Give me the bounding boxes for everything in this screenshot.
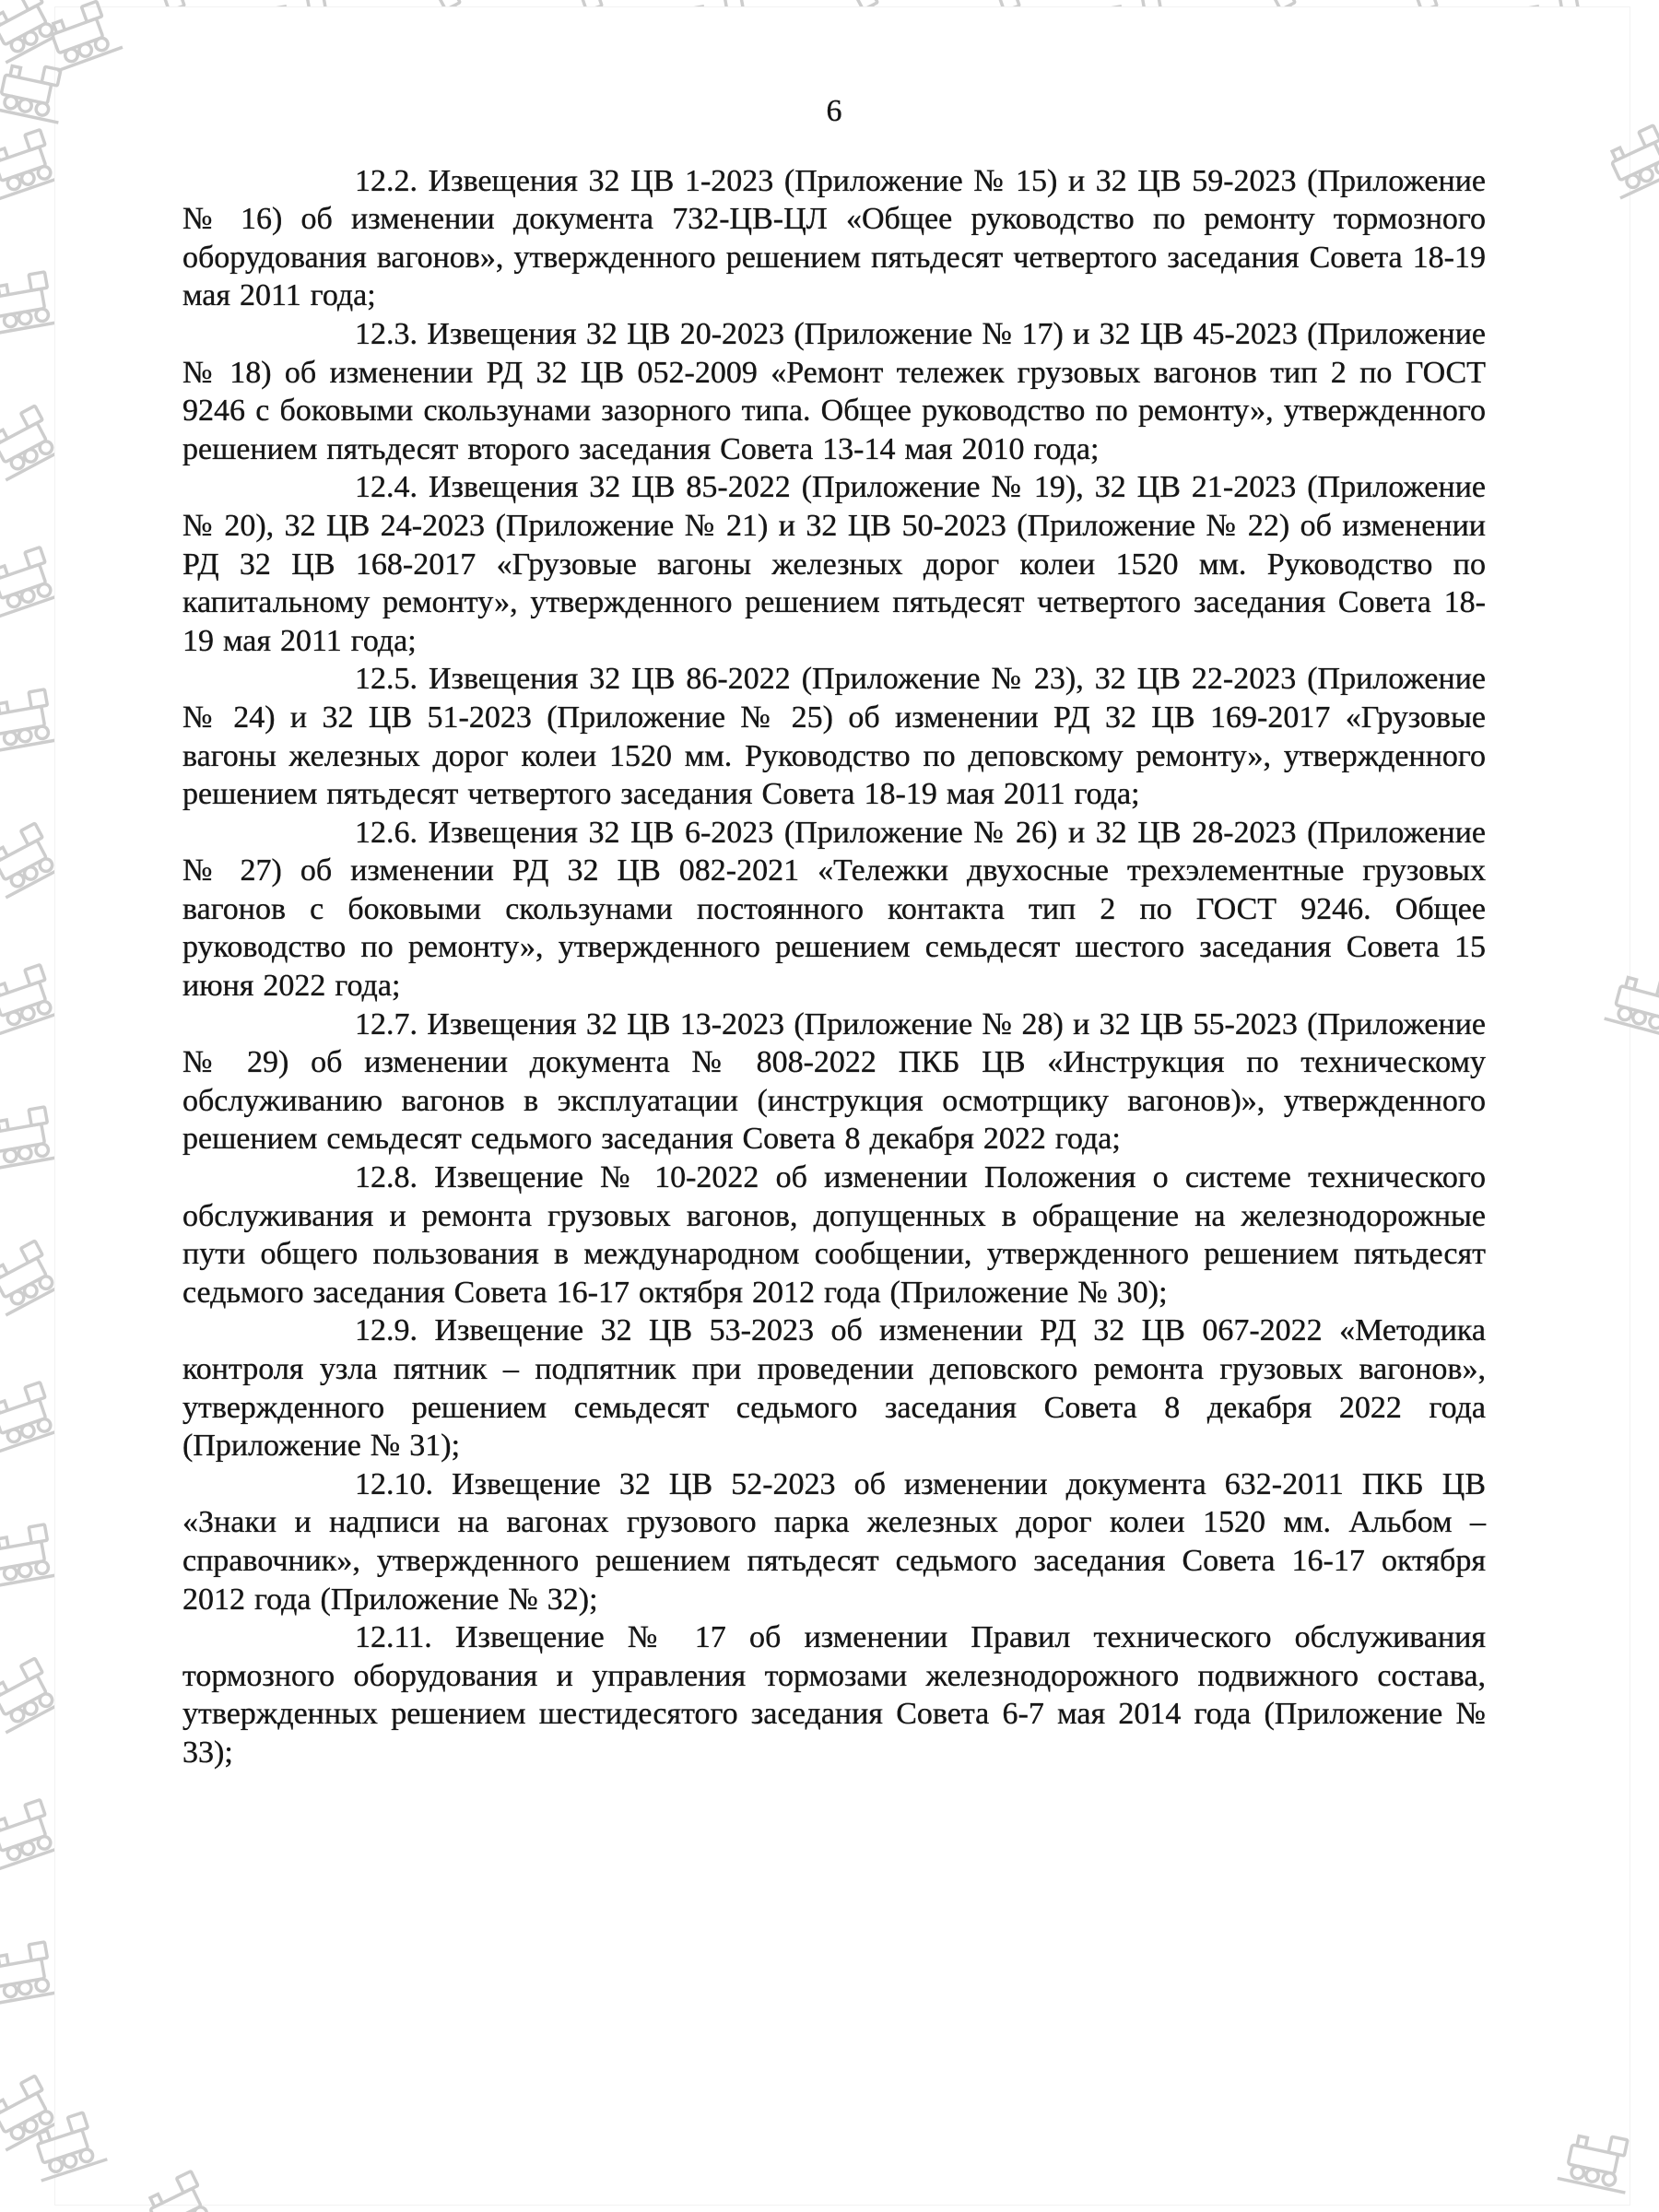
- paragraph: 12.7. Извещения 32 ЦВ 13-2023 (Приложение № 28) и 32 ЦВ 55-2023 (Приложение № 29) об изменении документа № 808-2022 ПКБ ЦВ «Инструкция по техническому обслуживанию вагонов в эксплуатации (инструкция осмотрщику вагонов)», утвержденного решением семьдесят седьмого заседания Совета 8 декабря 2022 года;: [182, 1006, 1486, 1157]
- paragraph: 12.3. Извещения 32 ЦВ 20-2023 (Приложение № 17) и 32 ЦВ 45-2023 (Приложение № 18) об изменении РД 32 ЦВ 052-2009 «Ремонт тележек грузовых вагонов тип 2 по ГОСТ 9246 с боковыми скользунами зазорного типа. Общее руководство по ремонту», утвержденного решением пятьдесят второго заседания Совета 13-14 мая 2010 года;: [182, 316, 1486, 466]
- train-watermark-icon: [1642, 110, 1659, 210]
- train-watermark-icon: [1647, 253, 1659, 346]
- paragraph-list: [182, 162, 1486, 1772]
- paragraph: 12.11. Извещение № 17 об изменении Правил технического обслуживания тормозного оборудования и управления тормозами железнодорожного подвижного состава, утвержденных решением шестидесятого заседания Совета 6-7 мая 2014 года (Приложение № 33);: [182, 1620, 1486, 1770]
- paragraph: 12.2. Извещения 32 ЦВ 1-2023 (Приложение № 15) и 32 ЦВ 59-2023 (Приложение № 16) об изменении документа 732-ЦВ-ЦЛ «Общее руководство по ремонту тормозного оборудования вагонов», утвержденного решением пятьдесят четвертого заседания Совета 18-19 мая 2011 года;: [182, 163, 1486, 313]
- train-watermark-icon: [1647, 671, 1659, 763]
- train-watermark-icon: [1642, 2197, 1659, 2212]
- train-watermark-icon: [1640, 803, 1659, 910]
- train-watermark-icon: [1640, 2055, 1659, 2162]
- paragraph: 12.8. Извещение № 10-2022 об изменении Положения о системе технического обслуживания и ремонта грузовых вагонов, допущенных в обращение на железнодорожные пути общего пользования в международном сообщении, утвержденного решением пятьдесят седьмого заседания Совета 16-17 октября 2012 года (Приложение № 30);: [182, 1160, 1486, 1310]
- document-sheet: [55, 7, 1630, 2205]
- page-number: 6: [826, 94, 842, 128]
- train-watermark-icon: [1642, 1780, 1659, 1880]
- train-watermark-icon: [1647, 1506, 1659, 1598]
- train-watermark-icon: [1642, 945, 1659, 1045]
- paragraph: 12.9. Извещение 32 ЦВ 53-2023 об изменении РД 32 ЦВ 067-2022 «Методика контроля узла пятник – подпятник при проведении деповского ремонта грузовых вагонов», утвержденного решением семьдесят седьмого заседания Совета 8 декабря 2022 года (Приложение № 31);: [182, 1313, 1486, 1464]
- train-watermark-icon: [1642, 1362, 1659, 1463]
- train-watermark-icon: [1642, 527, 1659, 628]
- train-watermark-icon: [1640, 0, 1659, 75]
- train-watermark-icon: [1640, 1220, 1659, 1327]
- train-watermark-icon: [1640, 1638, 1659, 1745]
- paragraph: 12.5. Извещения 32 ЦВ 86-2022 (Приложение № 23), 32 ЦВ 22-2023 (Приложение № 24) и 32 ЦВ 51-2023 (Приложение № 25) об изменении РД 32 ЦВ 169-2017 «Грузовые вагоны железных дорог колеи 1520 мм. Руководство по деповскому ремонту», утвержденного решением пятьдесят четвертого заседания Совета 18-19 мая 2011 года;: [182, 662, 1486, 812]
- paragraph: 12.4. Извещения 32 ЦВ 85-2022 (Приложение № 19), 32 ЦВ 21-2023 (Приложение № 20), 32 ЦВ 24-2023 (Приложение № 21) и 32 ЦВ 50-2023 (Приложение № 22) об изменении РД 32 ЦВ 168-2017 «Грузовые вагоны железных дорог колеи 1520 мм. Руководство по капитальному ремонту», утвержденного решением пятьдесят четвертого заседания Совета 18-19 мая 2011 года;: [182, 470, 1486, 658]
- train-watermark-icon: [1640, 385, 1659, 492]
- paragraph: 12.10. Извещение 32 ЦВ 52-2023 об изменении документа 632-2011 ПКБ ЦВ «Знаки и надписи на вагонах грузового парка железных дорог колеи 1520 мм. Альбом – справочник», утвержденного решением пятьдесят седьмого заседания Совета 16-17 октября 2012 года (Приложение № 32);: [182, 1466, 1486, 1617]
- train-watermark-icon: [1647, 1924, 1659, 2016]
- paragraph: 12.6. Извещения 32 ЦВ 6-2023 (Приложение № 26) и 32 ЦВ 28-2023 (Приложение № 27) об изменении РД 32 ЦВ 082-2021 «Тележки двухосные трехэлементные грузовых вагонов с боковыми скользунами постоянного контакта тип 2 по ГОСТ 9246. Общее руководство по ремонту», утвержденного решением семьдесят шестого заседания Совета 15 июня 2022 года;: [182, 815, 1486, 1004]
- train-watermark-icon: [1647, 1088, 1659, 1181]
